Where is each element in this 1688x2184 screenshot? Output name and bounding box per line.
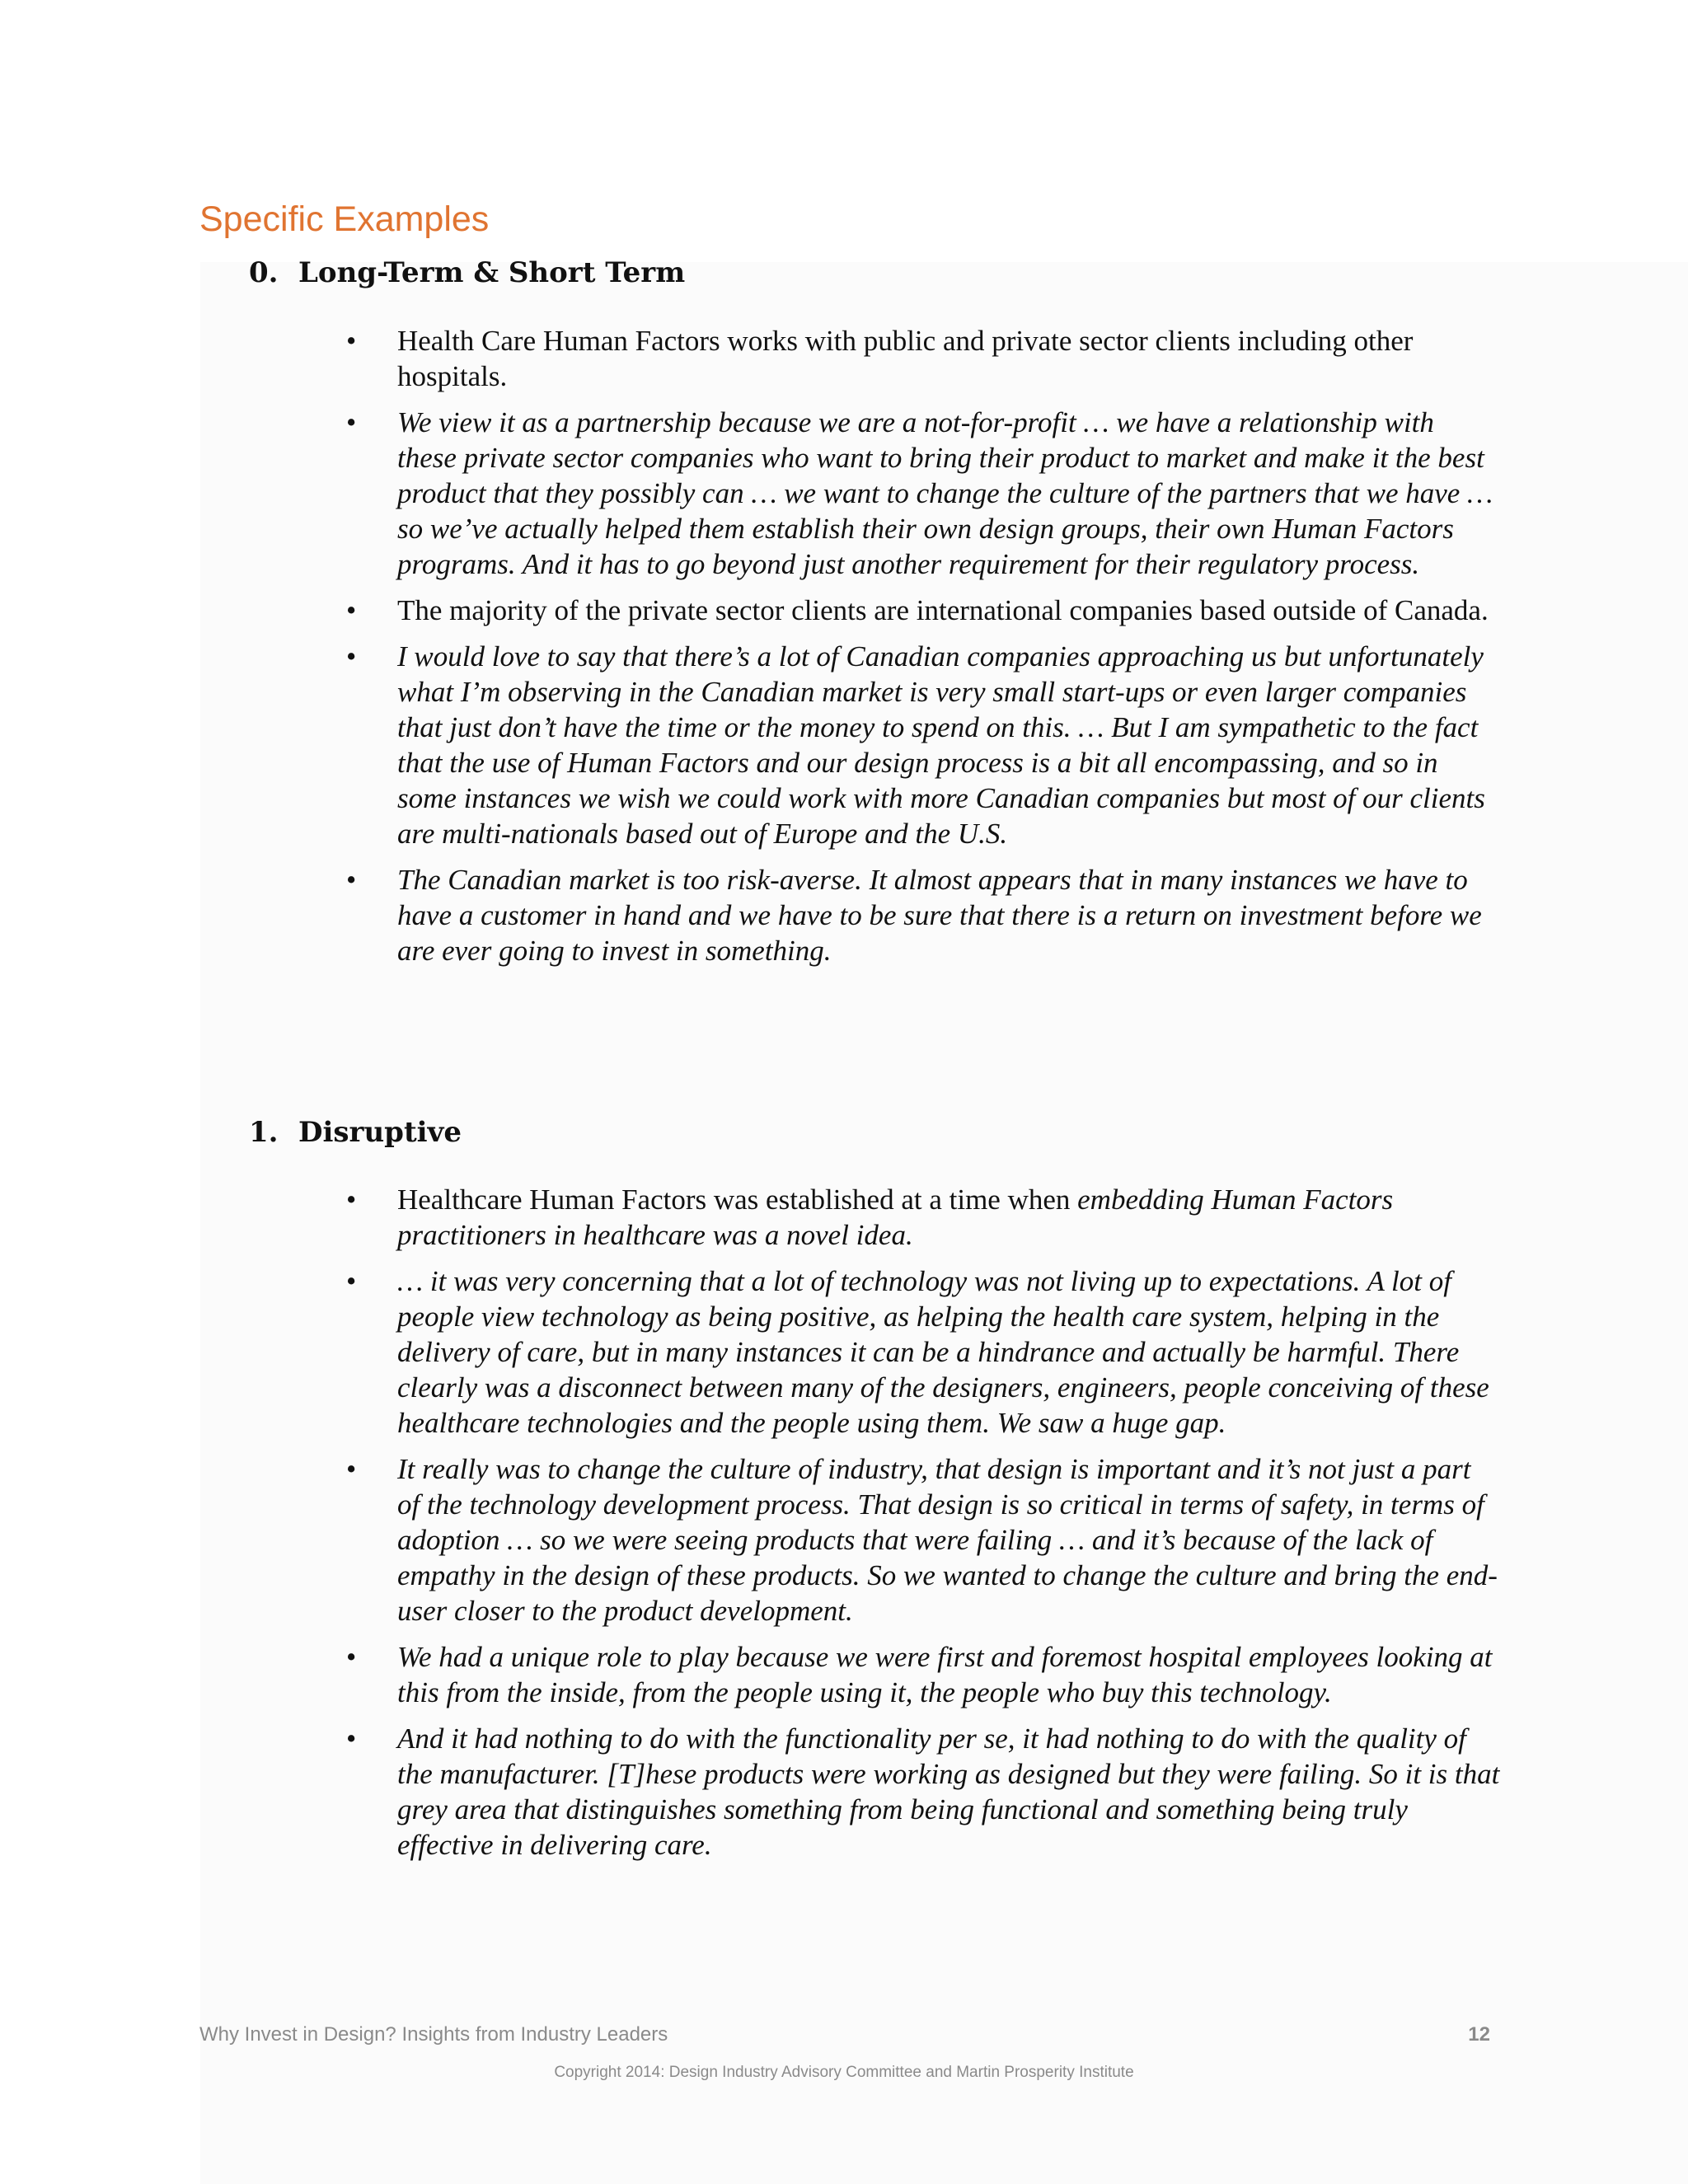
- bullet-icon: •: [346, 640, 357, 673]
- bullet-icon: •: [346, 864, 357, 896]
- section-heading-long-term: [249, 255, 685, 291]
- section-number: 1.: [249, 1116, 279, 1149]
- bullet-text-italic: We view it as a partnership because we are a not-for-profit … we have a relationship with these private sector companies who want to bring their product to market and make it the best product that they possibly can … we want to change the culture of the partners that we have … so we’ve actually helped them establish their own design groups, their own Human Factors programs. And it has to go beyond just another requirement for their regulatory process.: [397, 406, 1493, 580]
- footer-copyright: Copyright 2014: Design Industry Advisory Committee and Martin Prosperity Institute: [554, 2064, 1134, 2081]
- bullet-text-italic: We had a unique role to play because we were first and foremost hospital employees looking at this from the inside, from the people using it, the people who buy this technology.: [397, 1641, 1493, 1708]
- bullet-text: Health Care Human Factors works with public and private sector clients including other hospitals.: [397, 325, 1414, 392]
- bullet-text-italic: … it was very concerning that a lot of technology was not living up to expectations. A lot of people view technology as being positive, as helping the health care system, helping in the delivery of care, but in many instances it can be a hindrance and actually be harmful. There clearly was a disconnect between many of the designers, engineers, people conceiving of these healthcare technologies and the people using them. We saw a huge gap.: [397, 1265, 1489, 1439]
- list-item: [346, 323, 1500, 394]
- bullet-list-disruptive: [346, 1182, 1500, 1873]
- bullet-text-italic: I would love to say that there’s a lot of Canadian companies approaching us but unfortunately what I’m observing in the Canadian market is very small start-ups or even larger companies that just don’t have the time or the money to spend on this. … But I am sympathetic to the fact that the use of Human Factors and our design process is a bit all encompassing, and so in some instances we wish we could work with more Canadian companies but most of our clients are multi-nationals based out of Europe and the U.S.: [397, 640, 1485, 850]
- section-number: 0.: [249, 256, 279, 289]
- bullet-text-italic: It really was to change the culture of industry, that design is important and it’s not just a part of the technology development process. That design is so critical in terms of safety, in terms of adoption … so we were seeing products that were failing … and it’s because of the lack of empathy in the design of these products. So we wanted to change the culture and bring the end-user closer to the product development.: [397, 1453, 1498, 1627]
- bullet-text-italic: And it had nothing to do with the functionality per se, it had nothing to do with the quality of the manufacturer. [T]hese products were working as designed but they were failing. So it is that grey area that distinguishes something from being functional and something being truly effective in delivering care.: [397, 1722, 1500, 1861]
- list-item: [346, 1721, 1500, 1863]
- footer-page-number: 12: [1468, 2023, 1490, 2046]
- bullet-icon: •: [346, 325, 357, 357]
- list-item: [346, 593, 1500, 628]
- page-heading: Specific Examples: [199, 199, 490, 239]
- list-item: [346, 405, 1500, 582]
- bullet-text-italic: The Canadian market is too risk-averse. It almost appears that in many instances we have to have a customer in hand and we have to be sure that there is a return on investment before we are ever going to invest in something.: [397, 864, 1482, 967]
- list-item: [346, 1639, 1500, 1710]
- list-item: [346, 1182, 1500, 1253]
- bullet-icon: •: [346, 1641, 357, 1673]
- section-title: Long-Term & Short Term: [298, 256, 686, 289]
- section-title: Disruptive: [298, 1116, 462, 1149]
- list-item: [346, 1263, 1500, 1441]
- bullet-icon: •: [346, 1183, 357, 1216]
- bullet-text: Healthcare Human Factors was established at a time when: [397, 1183, 1078, 1216]
- bullet-icon: •: [346, 1265, 357, 1297]
- bullet-icon: •: [346, 406, 357, 438]
- list-item: [346, 639, 1500, 851]
- section-heading-disruptive: [249, 1114, 462, 1151]
- list-item: [346, 1451, 1500, 1629]
- bullet-icon: •: [346, 594, 357, 626]
- bullet-icon: •: [346, 1453, 357, 1485]
- bullet-text-italic: embedding Human Factors practitioners in healthcare was a novel idea.: [397, 1183, 1394, 1251]
- list-item: [346, 862, 1500, 968]
- bullet-text: The majority of the private sector clients are international companies based outside of Canada.: [397, 594, 1489, 626]
- bullet-icon: •: [346, 1722, 357, 1755]
- footer-document-title: Why Invest in Design? Insights from Industry Leaders: [199, 2023, 668, 2046]
- bullet-list-long-term: [346, 323, 1500, 979]
